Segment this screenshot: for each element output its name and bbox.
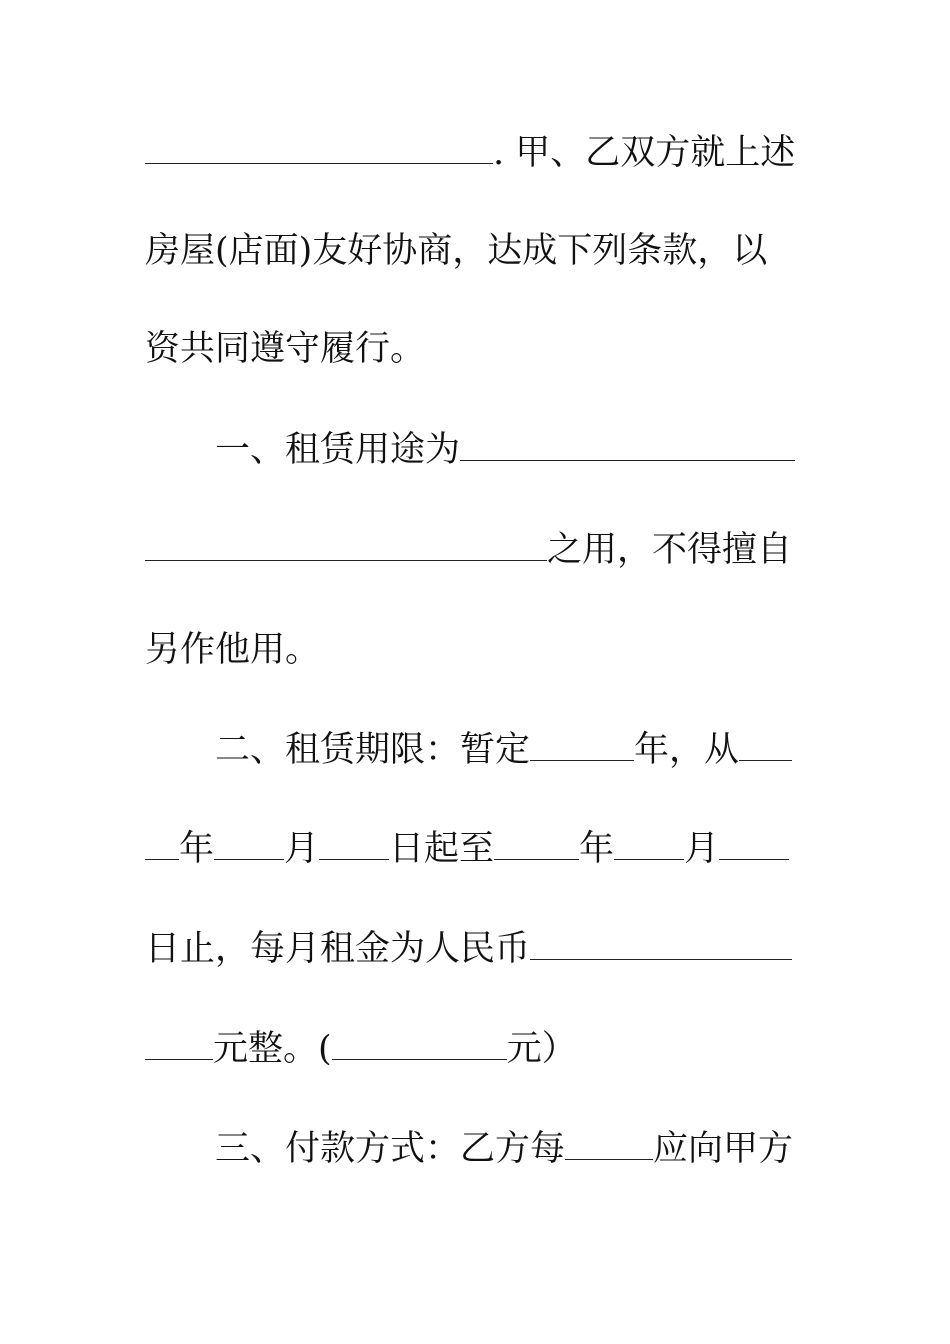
blank-field: [145, 530, 547, 561]
line-text: . 甲、乙双方就上述: [493, 133, 796, 173]
clause-2-line: [145, 725, 865, 775]
line-text: 另作他用。: [145, 630, 321, 670]
text-line-2: [145, 226, 795, 276]
line-text: 元整。(: [213, 1029, 332, 1069]
text-line-3: [145, 324, 795, 374]
line-text: 年: [579, 829, 615, 869]
blank-field: [530, 929, 792, 960]
clause-1-text: 一、租赁用途为: [215, 430, 461, 470]
blank-field: [565, 1129, 653, 1160]
line-text: 月: [284, 829, 320, 869]
blank-field: [719, 829, 789, 860]
line-text: 之用，不得擅自: [547, 530, 793, 570]
line-text: 年: [179, 829, 215, 869]
clause-1-line: [145, 425, 865, 475]
text-line-9: [145, 924, 795, 974]
blank-field: [145, 133, 493, 164]
line-text: 日起至: [389, 829, 495, 869]
clause-2-text: 二、租赁期限：暂定: [215, 730, 531, 770]
blank-field: [460, 430, 795, 461]
text-line-10: [145, 1024, 795, 1074]
clause-3-text: 三、付款方式：乙方每: [215, 1129, 566, 1169]
text-line-8: [145, 824, 795, 874]
blank-field: [494, 829, 579, 860]
text-line-6: [145, 625, 795, 675]
line-text: 房屋(店面)友好协商，达成下列条款，以: [145, 231, 768, 271]
blank-field: [530, 730, 634, 761]
blank-field: [739, 730, 792, 761]
blank-field: [319, 829, 389, 860]
blank-field: [214, 829, 284, 860]
line-text: 资共同遵守履行。: [145, 329, 426, 369]
text-line-5: [145, 525, 795, 575]
blank-field: [145, 829, 179, 860]
blank-field: [145, 1029, 213, 1060]
blank-field: [614, 829, 684, 860]
line-text: 日止，每月租金为人民币: [145, 929, 531, 969]
line-text: 月: [684, 829, 720, 869]
line-text: 应向甲方: [653, 1129, 794, 1169]
clause-3-line: [145, 1124, 865, 1174]
text-line-1: [145, 128, 795, 178]
line-text: 元）: [506, 1029, 577, 1069]
blank-field: [332, 1029, 507, 1060]
line-text: 年，从: [634, 730, 740, 770]
